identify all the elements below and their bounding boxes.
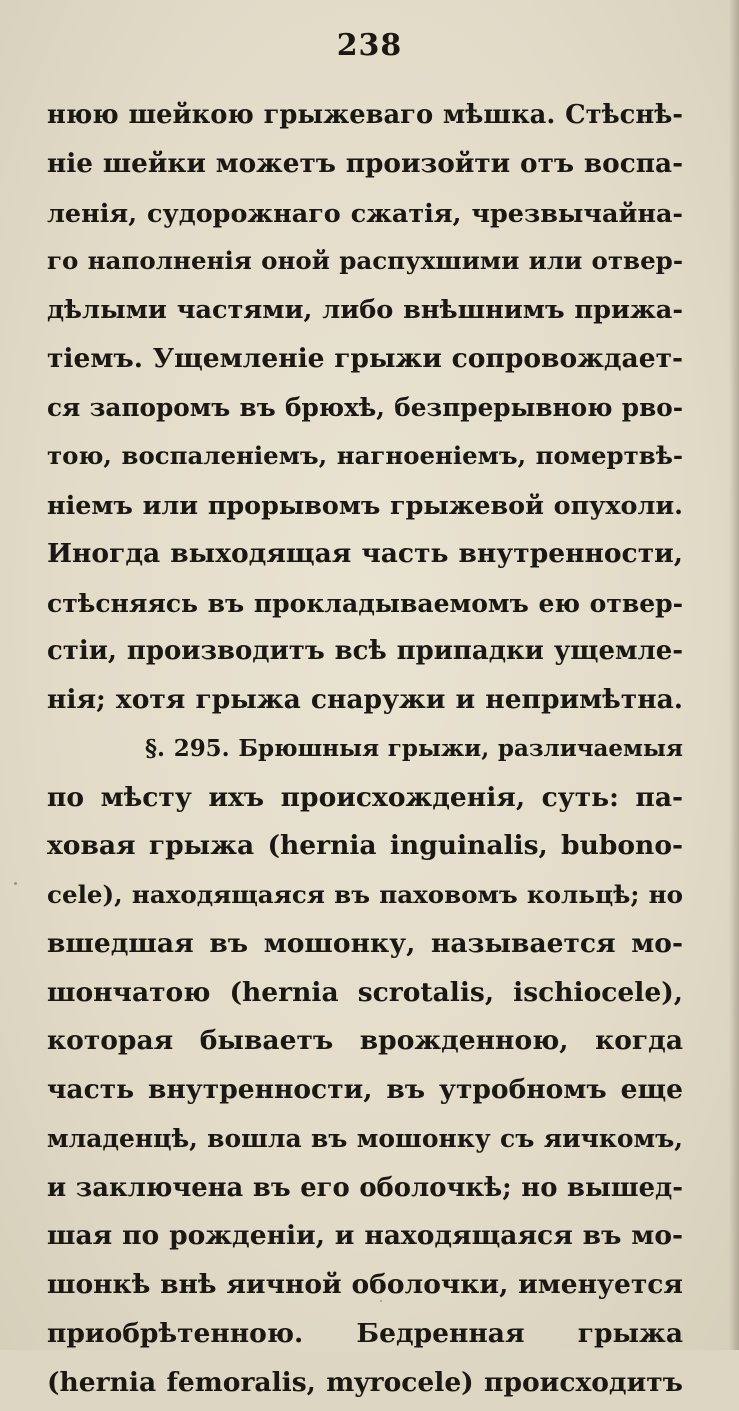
text-line: ховая грыжа (hernia inguinalis, bubono- xyxy=(47,826,683,875)
text-line: ленія, судорожнаго сжатія, чрезвычайна- xyxy=(47,193,683,242)
page-number: 238 xyxy=(0,28,739,63)
text-line: тою, воспаленіемъ, нагноеніемъ, помертвѣ- xyxy=(47,436,683,485)
text-line: дѣлыми частями, либо внѣшнимъ прижа- xyxy=(47,290,683,339)
text-line: вшедшая въ мошонку, называется мо- xyxy=(47,924,683,973)
paper-speck xyxy=(380,1300,382,1302)
text-line: стіи, производитъ всѣ припадки ущемле- xyxy=(47,631,683,680)
text-line: Иногда выходящая часть внутренности, xyxy=(47,534,683,583)
body-text xyxy=(47,95,683,1411)
text-line: приобрѣтенною. Бедренная грыжа xyxy=(47,1314,683,1363)
text-line: по мѣсту ихъ происхожденія, суть: па- xyxy=(47,778,683,827)
paragraph-start-line: §. 295. Брюшныя грыжи, различаемыя xyxy=(47,729,683,778)
text-line: ся запоромъ въ брюхѣ, безпрерывною рво- xyxy=(47,388,683,437)
text-line: нія; хотя грыжа снаружи и непримѣтна. xyxy=(47,680,683,729)
text-line: которая бываетъ врожденною, когда xyxy=(47,1021,683,1070)
text-line: и заключена въ его оболочкѣ; но вышед- xyxy=(47,1168,683,1217)
text-line: cele), находящаяся въ паховомъ кольцѣ; но xyxy=(47,875,683,924)
text-line: ніемъ или прорывомъ грыжевой опухоли. xyxy=(47,485,683,534)
text-line: тіемъ. Ущемленіе грыжи сопровождает- xyxy=(47,339,683,388)
text-line: шая по рожденіи, и находящаяся въ мо- xyxy=(47,1216,683,1265)
text-line: стѣсняясь въ прокладываемомъ ею отвер- xyxy=(47,583,683,632)
text-line: го наполненія оной распухшими или отвер- xyxy=(47,241,683,290)
page-edge-shadow xyxy=(729,0,739,1350)
text-line: ніе шейки можетъ произойти отъ воспа- xyxy=(47,144,683,193)
text-line: часть внутренности, въ утробномъ еще xyxy=(47,1070,683,1119)
text-line: нюю шейкою грыжеваго мѣшка. Стѣснѣ- xyxy=(47,95,683,144)
text-line: (hernia femoralis, myrocele) происходитъ xyxy=(47,1363,683,1411)
text-line: шончатою (hernia scrotalis, ischiocele), xyxy=(47,973,683,1022)
paper-speck xyxy=(14,882,17,885)
text-line: шонкѣ внѣ яичной оболочки, именуется xyxy=(47,1265,683,1314)
text-line: младенцѣ, вошла въ мошонку съ яичкомъ, xyxy=(47,1119,683,1168)
